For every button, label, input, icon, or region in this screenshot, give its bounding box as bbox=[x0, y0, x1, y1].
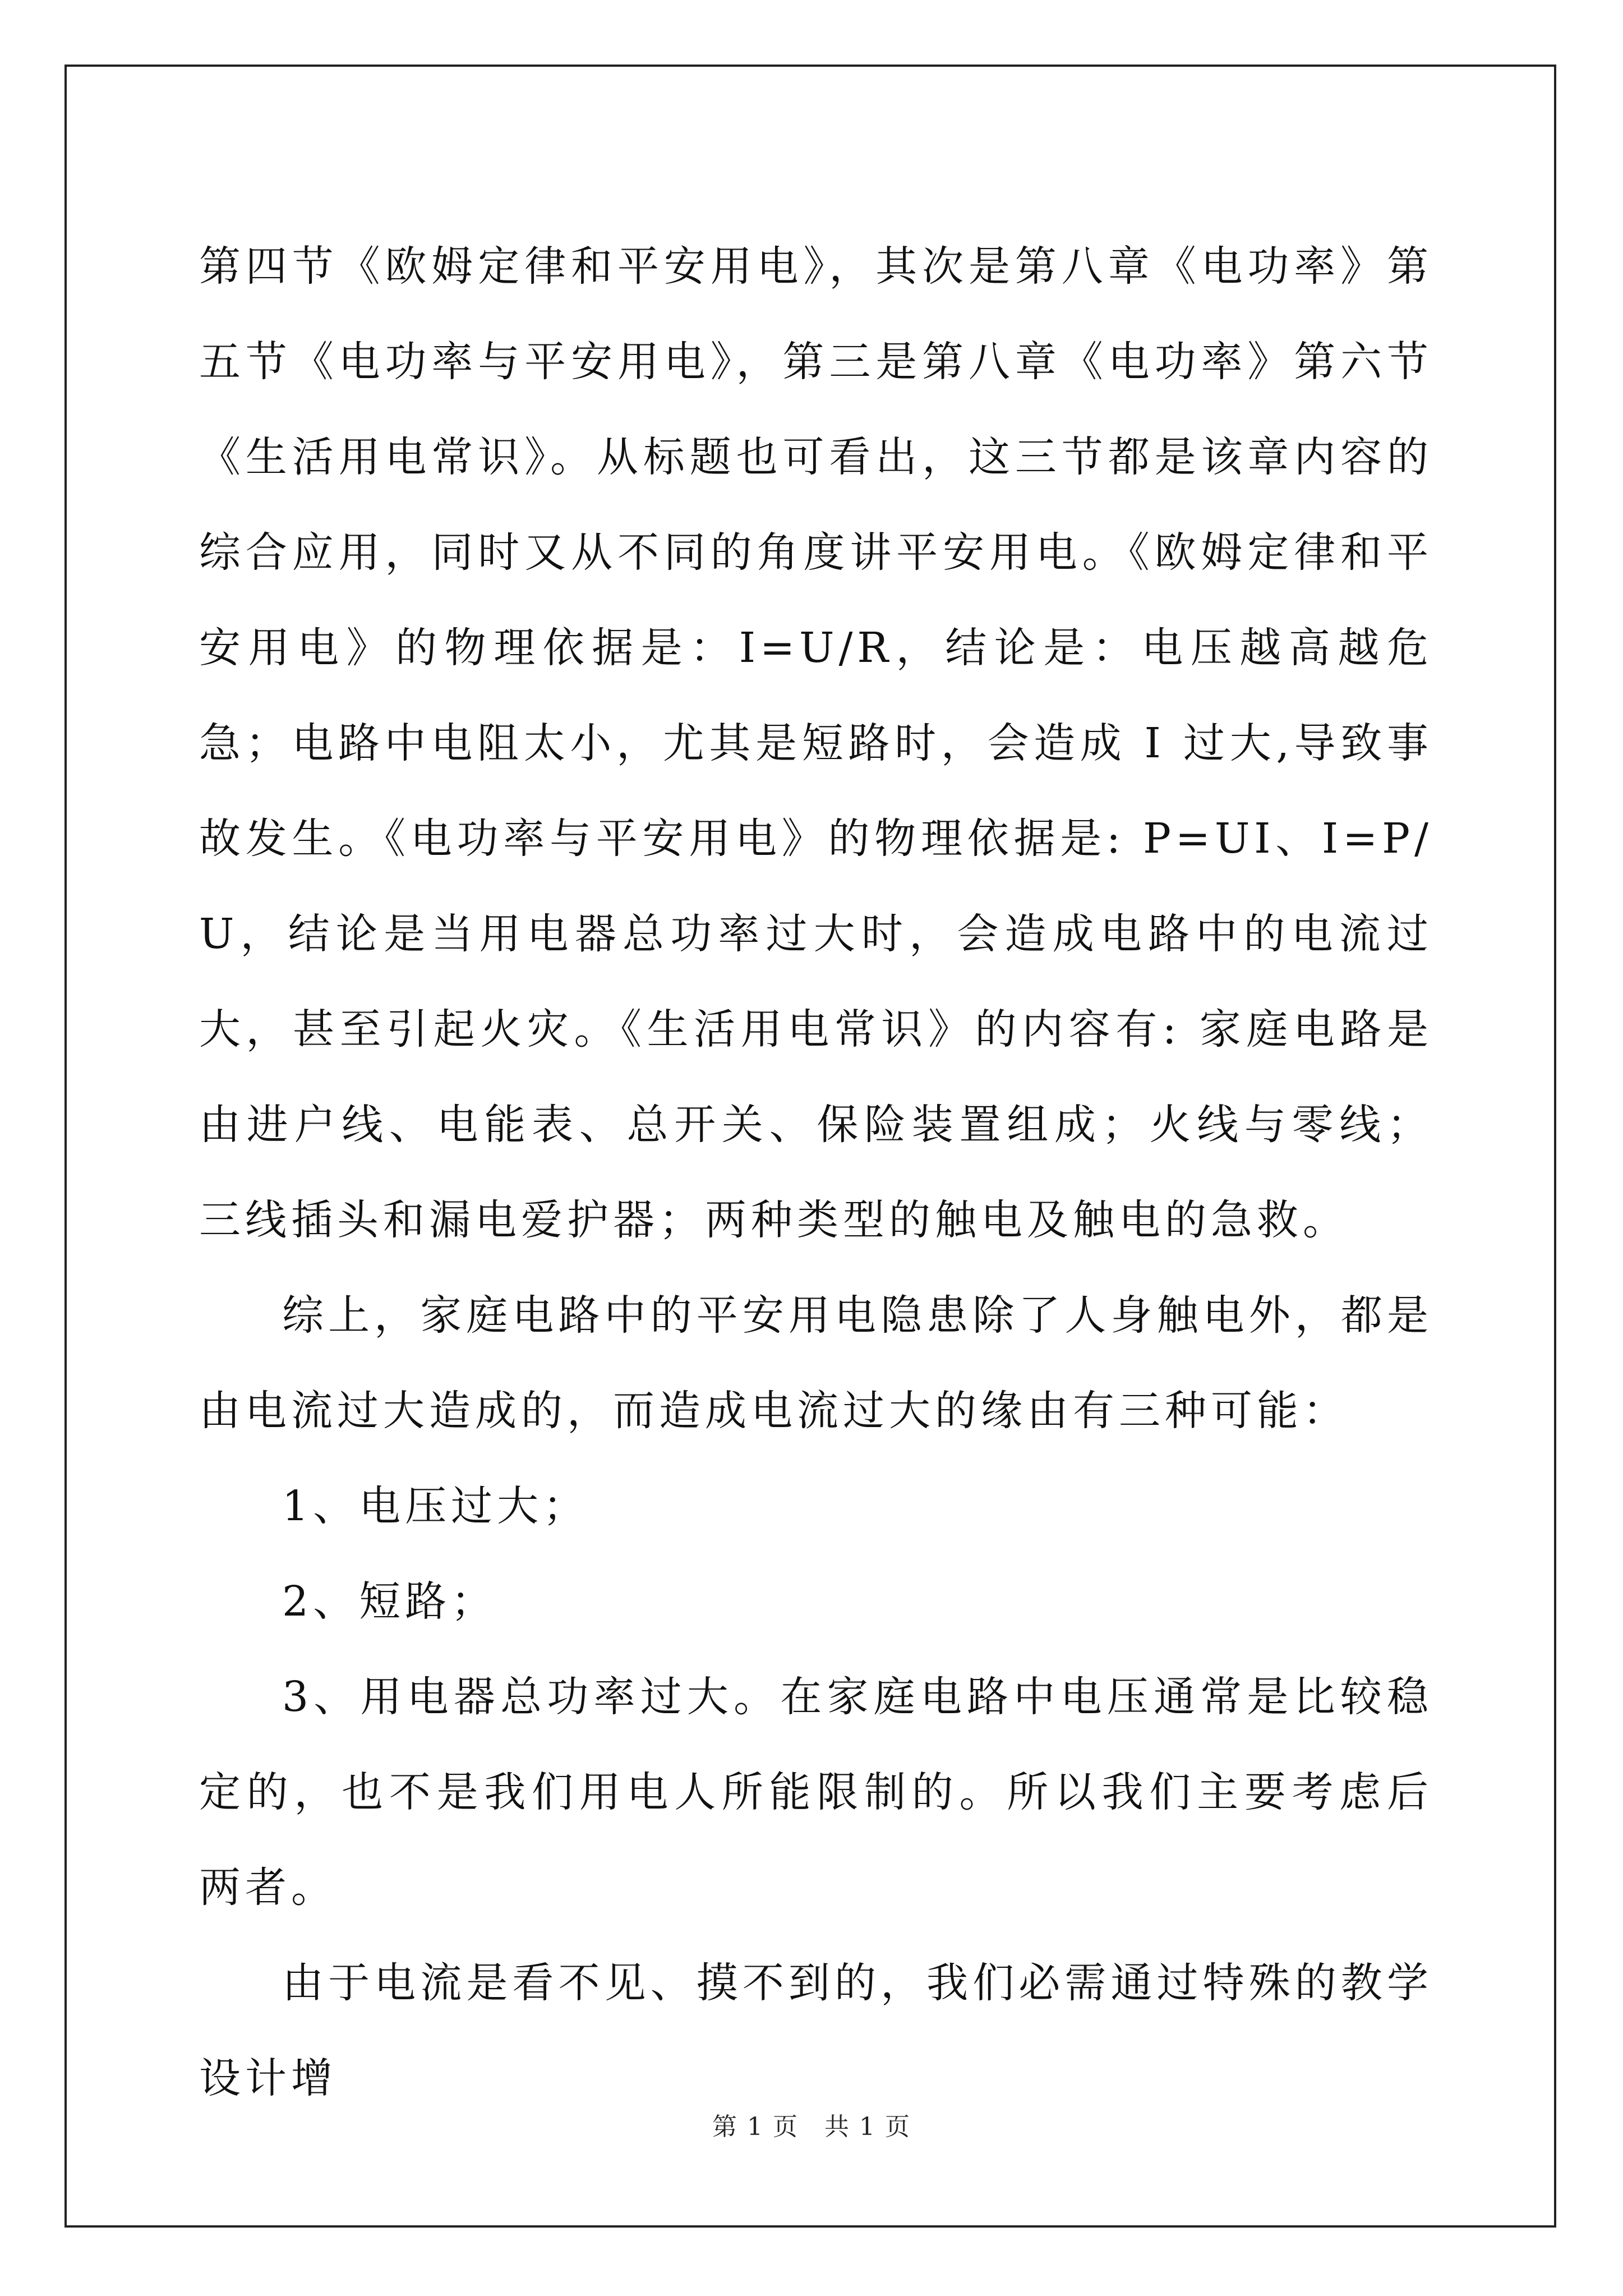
paragraph-1: 第四节《欧姆定律和平安用电》，其次是第八章《电功率》第五节《电功率与平安用电》，第三是第八章《电功率》第六节《生活用电常识》。从标题也可看出，这三节都是该章内容的综合应用，同时又从不同的角度讲平安用电。《欧姆定律和平安用电》的物理依据是：I=U/R，结论是：电压越高越危急；电路中电阻太小，尤其是短路时，会造成 I 过大,导致事故发生。《电功率与平安用电》的物理依据是: P=UI、I=P/U，结论是当用电器总功率过大时，会造成电路中的电流过大，甚至引起火灾。《生活用电常识》的内容有: 家庭电路是由进户线、电能表、总开关、保险装置组成；火线与零线；三线插头和漏电爱护器；两种类型的触电及触电的急救。 bbox=[199, 242, 1433, 1244]
list-item-2: 2、短路； bbox=[282, 1577, 497, 1626]
list-item-1: 1、电压过大； bbox=[282, 1482, 589, 1530]
document-body bbox=[199, 219, 1433, 2126]
page-number-footer: 第 1 页 共 1 页 bbox=[712, 2113, 911, 2141]
paragraph-2: 综上，家庭电路中的平安用电隐患除了人身触电外，都是由电流过大造成的，而造成电流过大的缘由有三种可能： bbox=[199, 1291, 1433, 1435]
list-item-3: 3、用电器总功率过大。在家庭电路中电压通常是比较稳定的，也不是我们用电人所能限制的。所以我们主要考虑后两者。 bbox=[199, 1673, 1433, 1912]
paragraph-last: 由于电流是看不见、摸不到的，我们必需通过特殊的教学设计增 bbox=[199, 1959, 1433, 2102]
